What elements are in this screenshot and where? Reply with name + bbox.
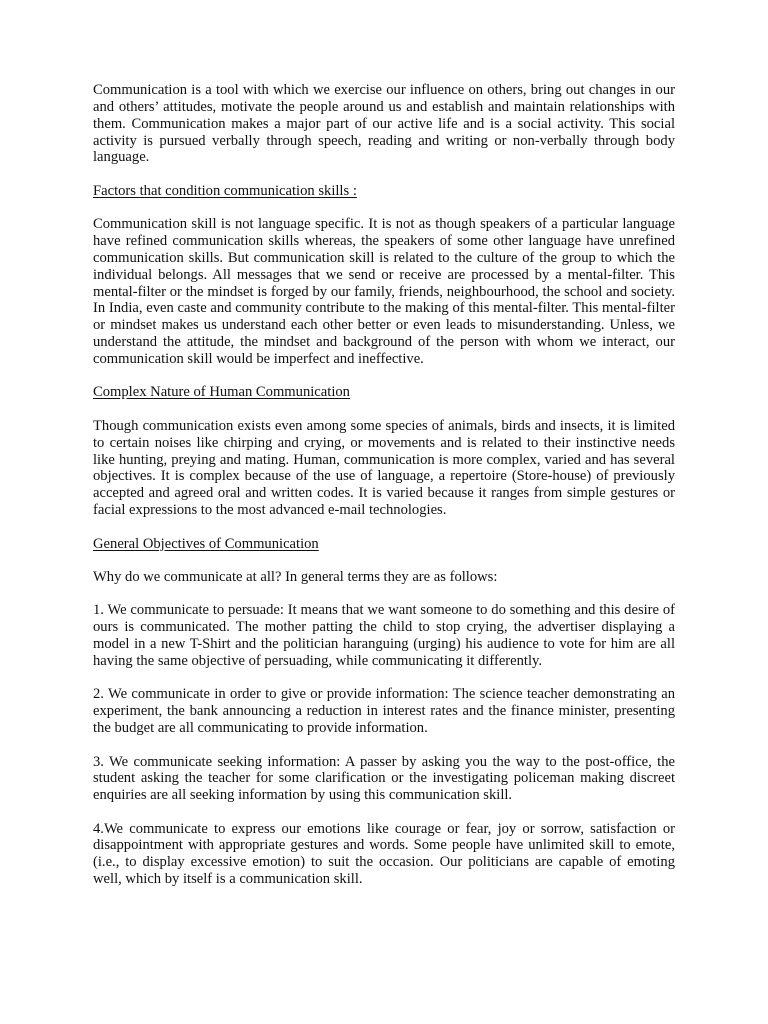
intro-paragraph: Communication is a tool with which we exercise our influence on others, bring out changes in our and others’ attitudes, motivate the people around us and establish and maintain relationships with them. Communication makes a major part of our active life and is a social activity. This social activity is pursued verbally through speech, reading and writing or non-verbally through body language. [93, 82, 675, 166]
section-heading-general-objectives: General Objectives of Communication [93, 535, 319, 552]
section-body-general-objectives: Why do we communicate at all? In general terms they are as follows: [93, 568, 498, 585]
section-heading-complex-nature: Complex Nature of Human Communication [93, 384, 350, 401]
objective-item-give-information: 2. We communicate in order to give or provide information: The science teacher demonstrating an experiment, the bank announcing a reduction in interest rates and the finance minister, presenting the budget are all communicating to provide information. [93, 686, 675, 737]
section-body-factors: Communication skill is not language specific. It is not as though speakers of a particular language have refined communication skills whereas, the speakers of some other language have unrefined communication skills. But communication skill is related to the culture of the group to which the individual belongs. All messages that we send or receive are processed by a mental-filter. This mental-filter or the mindset is forged by our family, friends, neighbourhood, the school and society. In India, even caste and community contribute to the making of this mental-filter. This mental-filter or mindset makes us understand each other better or even leads to misunderstanding. Unless, we understand the attitude, the mindset and background of the person with whom we interact, our communication skill would be imperfect and ineffective. [93, 216, 675, 367]
section-body-complex-nature: Though communication exists even among some species of animals, birds and insects, it is limited to certain noises like chirping and crying, or movements and is related to their instinctive needs like hunting, preying and mating. Human, communication is more complex, varied and has several objectives. It is complex because of the use of language, a repertoire (Store-house) of previously accepted and agreed oral and written codes. It is varied because it ranges from simple gestures or facial expressions to the most advanced e-mail technologies. [93, 417, 675, 519]
document-page [93, 82, 675, 905]
objective-item-express-emotions: 4.We communicate to express our emotions like courage or fear, joy or sorrow, satisfaction or disappointment with appropriate gestures and words. Some people have unlimited skill to emote, (i.e., to display excessive emotion) to suit the occasion. Our politicians are capable of emoting well, which by itself is a communication skill. [93, 820, 675, 888]
objective-item-persuade: 1. We communicate to persuade: It means that we want someone to do something and this desire of ours is communicated. The mother patting the child to stop crying, the advertiser displaying a model in a new T-Shirt and the politician haranguing (urging) his audience to vote for him are all having the same objective of persuading, while communicating it differently. [93, 602, 675, 669]
section-heading-factors: Factors that condition communication skills : [93, 182, 357, 199]
objective-item-seek-information: 3. We communicate seeking information: A passer by asking you the way to the post-office, the student asking the teacher for some clarification or the investigating policeman making discreet enquiries are all seeking information by using this communication skill. [93, 753, 675, 804]
